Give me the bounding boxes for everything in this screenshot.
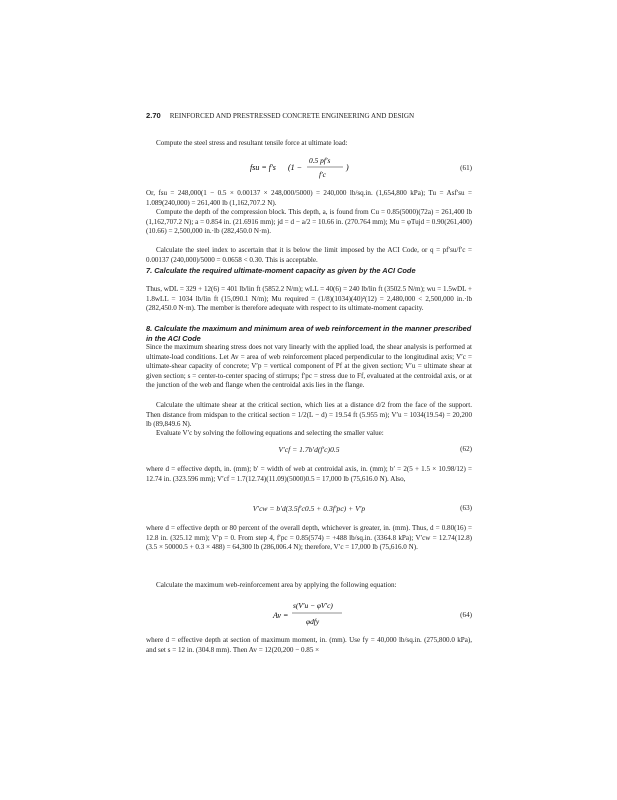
equation-text: V′cw = b′d(3.5f′c0.5 + 0.3f′pc) + V′p [252, 504, 366, 513]
equation-62 [146, 443, 472, 459]
equation-number: (61) [460, 164, 472, 172]
eq61-suffix: ) [346, 163, 349, 172]
eq61-denominator: f′c [319, 170, 326, 179]
equation-number: (63) [460, 504, 472, 512]
eq61-prefix: (1 − [288, 163, 303, 172]
equation-61 [146, 152, 472, 184]
equation-61-figure [146, 152, 472, 184]
running-title: REINFORCED AND PRESTRESSED CONCRETE ENGINEERING AND DESIGN [169, 112, 415, 120]
section-heading: 7. Calculate the required ultimate-moment capacity as given by the ACI Code [146, 266, 416, 275]
paragraph: Calculate the maximum web-reinforcement area by applying the following equation: [156, 581, 397, 589]
paragraph: Calculate the steel index to ascertain that it is below the limit imposed by the ACI Code, or q = pf′su/f′c = 0.00137 (240,000)/5000 = 0.0658 < 0.30. This is acceptable. [146, 246, 472, 264]
section-heading: 8. Calculate the maximum and minimum area of web reinforcement in the manner prescribed in the ACI Code [146, 324, 472, 343]
paragraph: where d = effective depth at section of maximum moment, in. (mm). Use fy = 40,000 lb/sq.in. (275,800.0 kPa), and set s = 12 in. (304.8 mm). Then Av = 12(20,200 − 0.85 × [146, 636, 472, 654]
paragraph: Compute the steel stress and resultant tensile force at ultimate load: [156, 139, 348, 147]
equation-text: V′cf = 1.7b′d(f′c)0.5 [278, 445, 340, 454]
paragraph: Since the maximum shearing stress does not vary linearly with the applied load, the shear analysis is performed at ultimate-load conditions. Let Av = area of web reinforcement placed perpendicular to the longitudinal axis; V′c = ultimate-shear capacity of concrete; V′p = vertical component of Pf at the given section; V′u = ultimate shear at given section; s = center-to-center spacing of stirrups; f′pc = stress due to Ff, evaluated at the centroidal axis, or at the junction of the web and flange when the centroidal axis lies in the flange. [146, 343, 472, 390]
eq64-lhs: Av = [273, 611, 289, 620]
equation-number: (64) [460, 611, 472, 619]
page-header [146, 111, 476, 120]
paragraph: Compute the depth of the compression block. This depth, a, is found from Cu = 0.85(5000)(72a) = 261,400 lb (1,162,707.2 N); a = 0.854 in. (21.6916 mm); jd = d − a/2 = 10.66 in. (270.764 mm); Mu = φTujd = 0.90(261,400)(10.66) = 2,500,000 in.·lb (282,450.0 N·m). [146, 208, 472, 236]
equation-64 [146, 596, 472, 630]
paragraph: Thus, wDL = 329 + 12(6) = 401 lb/lin ft (5852.2 N/m); wLL = 40(6) = 240 lb/lin ft (3502.5 N/m); wu = 1.5wDL + 1.8wLL = 1034 lb/lin ft (15,090.1 N/m); Mu required = (1/8)(1034)(40)²(12) = 2,480,000 < 2,500,000 in.·lb (282,450.0 N·m). The member is therefore adequate with respect to its ultimate-moment capacity. [146, 285, 472, 313]
eq61-numerator: 0.5 pf′s [309, 156, 331, 165]
paragraph: where d = effective depth or 80 percent of the overall depth, whichever is greater, in. (mm). Thus, d = 0.80(16) = 12.8 in. (325.12 mm); V′p = 0. From step 4, f′pc = 0.85(574) = +488 lb/sq.in. (3364.8 kPa); V′cw = 12.74(12.8)(3.5 × 50000.5 + 0.3 × 488) = 64,300 lb (286,006.4 N); therefore, V′c = 17,000 lb (75,616.0 N). [146, 524, 472, 552]
equation-64-figure [146, 596, 472, 630]
paragraph: where d = effective depth, in. (mm); b′ = width of web at centroidal axis, in. (mm); b′ = 2(5 + 1.5 × 10.98/12) = 12.74 in. (323.596 mm); V′cf = 1.7(12.74)(11.09)(5000)0.5 = 17,000 lb (75,616.0 N). Also, [146, 465, 472, 483]
page-number: 2.70 [146, 111, 161, 120]
eq64-numerator: s(V′u − φV′c) [293, 601, 333, 610]
eq64-denominator: φdfy [306, 617, 320, 626]
eq61-lhs: fsu = f′s [250, 163, 276, 172]
equation-63 [146, 502, 472, 518]
paragraph: Evaluate V′c by solving the following equations and selecting the smaller value: [156, 429, 384, 437]
paragraph: Or, fsu = 248,000(1 − 0.5 × 0.00137 × 248,000/5000) = 240,000 lb/sq.in. (1,654,800 kPa); Tu = Asf′su = 1.089(240,000) = 261,400 lb (1,162,707.2 N). [146, 189, 472, 207]
equation-number: (62) [460, 445, 472, 453]
paragraph: Calculate the ultimate shear at the critical section, which lies at a distance d/2 from the face of the support. Then distance from midspan to the critical section = 1/2(L − d) = 19.54 ft (5.955 m); V′u = 1034(19.54) = 20,200 lb (89,849.6 N). [146, 401, 472, 429]
